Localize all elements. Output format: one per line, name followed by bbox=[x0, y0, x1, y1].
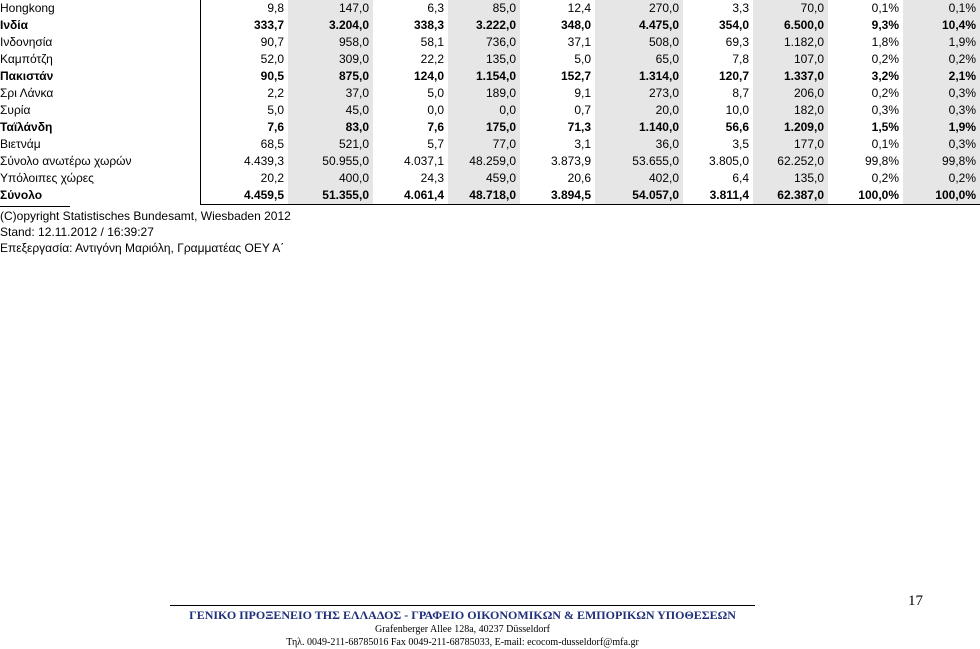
table-cell: 124,0 bbox=[413, 69, 444, 83]
table-cell: 177,0 bbox=[753, 136, 828, 153]
table-cell: 5,7 bbox=[427, 137, 444, 151]
table-cell: 1,9% bbox=[903, 34, 980, 51]
table-cell: 147,0 bbox=[288, 0, 373, 17]
table-cell: 958,0 bbox=[288, 34, 373, 51]
table-cell: 3.873,9 bbox=[550, 154, 591, 168]
table-cell: 3,3 bbox=[732, 1, 749, 15]
table-row bbox=[0, 34, 980, 51]
table-cell: 4.061,4 bbox=[373, 187, 448, 205]
table-cell: 100,0% bbox=[903, 187, 980, 205]
table-cell: 135,0 bbox=[448, 51, 520, 68]
table-cell: 0,1% bbox=[903, 0, 980, 17]
table-cell: 354,0 bbox=[718, 18, 749, 32]
table-cell: 875,0 bbox=[288, 68, 373, 85]
table-cell: 83,0 bbox=[288, 119, 373, 136]
row-label: Hongkong bbox=[0, 0, 200, 17]
table-row bbox=[0, 136, 980, 153]
table-cell: 100,0% bbox=[828, 187, 903, 205]
table-cell: 9,8 bbox=[267, 1, 284, 15]
page-footer bbox=[170, 607, 755, 649]
table-cell: 4.459,5 bbox=[200, 187, 288, 205]
table-cell: 7,6 bbox=[427, 120, 444, 134]
table-cell: 107,0 bbox=[753, 51, 828, 68]
table-row bbox=[0, 85, 980, 102]
table-cell: 51.355,0 bbox=[288, 187, 373, 205]
footer-organization: ΓΕΝΙΚΟ ΠΡΟΞΕΝΕΙΟ ΤΗΣ ΕΛΛΑΔΟΣ - ΓΡΑΦΕΙΟ ΟΙΚΟΝΟΜΙΚΩΝ & ΕΜΠΟΡΙΚΩΝ ΥΠΟΘΕΣΕΩΝ bbox=[189, 608, 736, 622]
table-cell: 521,0 bbox=[288, 136, 373, 153]
table-cell: 0,1% bbox=[871, 137, 899, 151]
table-cell: 135,0 bbox=[753, 170, 828, 187]
table-cell: 0,2% bbox=[871, 171, 899, 185]
page-number: 17 bbox=[908, 593, 923, 609]
table-cell: 4.475,0 bbox=[595, 17, 683, 34]
table-cell: 20,0 bbox=[595, 102, 683, 119]
table-cell: 5,0 bbox=[267, 103, 284, 117]
table-cell: 8,7 bbox=[732, 86, 749, 100]
table-cell: 0,3% bbox=[903, 85, 980, 102]
table-row bbox=[0, 68, 980, 85]
table-cell: 3,2% bbox=[871, 69, 899, 83]
table-row bbox=[0, 170, 980, 187]
table-cell: 69,3 bbox=[725, 35, 749, 49]
table-cell: 3.894,5 bbox=[520, 187, 595, 205]
table-cell: 270,0 bbox=[595, 0, 683, 17]
table-cell: 22,2 bbox=[420, 52, 444, 66]
table-cell: 1,9% bbox=[903, 119, 980, 136]
trade-table bbox=[0, 0, 980, 205]
table-cell: 0,1% bbox=[871, 1, 899, 15]
table-cell: 37,1 bbox=[567, 35, 591, 49]
table-cell: 56,6 bbox=[725, 120, 749, 134]
table-cell: 99,8% bbox=[864, 154, 899, 168]
row-label: Πακιστάν bbox=[0, 68, 200, 85]
table-cell: 5,0 bbox=[574, 52, 591, 66]
table-cell: 1.209,0 bbox=[753, 119, 828, 136]
footer-contact: Τηλ. 0049-211-68785016 Fax 0049-211-68785033, E-mail: ecocom-dusseldorf@mfa.gr bbox=[286, 637, 639, 648]
table-cell: 175,0 bbox=[448, 119, 520, 136]
table-body bbox=[0, 0, 980, 205]
table-cell: 3.811,4 bbox=[683, 187, 753, 205]
table-cell: 0,2% bbox=[871, 52, 899, 66]
row-label: Ινδονησία bbox=[0, 34, 200, 51]
table-cell: 90,5 bbox=[260, 69, 284, 83]
table-cell: 736,0 bbox=[448, 34, 520, 51]
table-cell: 273,0 bbox=[595, 85, 683, 102]
table-cell: 37,0 bbox=[288, 85, 373, 102]
row-label: Συρία bbox=[0, 102, 200, 119]
table-cell: 0,2% bbox=[903, 51, 980, 68]
processing-note: Επεξεργασία: Αντιγόνη Μαριόλη, Γραμματέας ΟΕΥ Α΄ bbox=[0, 241, 285, 255]
table-cell: 62.252,0 bbox=[753, 153, 828, 170]
table-cell: 12,4 bbox=[567, 1, 591, 15]
table-cell: 459,0 bbox=[448, 170, 520, 187]
table-cell: 0,2% bbox=[903, 170, 980, 187]
table-cell: 189,0 bbox=[448, 85, 520, 102]
row-label: Βιετνάμ bbox=[0, 136, 200, 153]
table-cell: 65,0 bbox=[595, 51, 683, 68]
table-cell: 3.204,0 bbox=[288, 17, 373, 34]
table-row bbox=[0, 187, 980, 205]
table-row bbox=[0, 17, 980, 34]
table-cell: 0,2% bbox=[871, 86, 899, 100]
table-cell: 3,1 bbox=[574, 137, 591, 151]
table-cell: 1,5% bbox=[871, 120, 899, 134]
table-cell: 0,3% bbox=[903, 136, 980, 153]
table-row bbox=[0, 119, 980, 136]
table-cell: 1.182,0 bbox=[753, 34, 828, 51]
table-cell: 0,3% bbox=[903, 102, 980, 119]
table-cell: 333,7 bbox=[253, 18, 284, 32]
table-cell: 50.955,0 bbox=[288, 153, 373, 170]
table-cell: 77,0 bbox=[448, 136, 520, 153]
table-cell: 90,7 bbox=[260, 35, 284, 49]
table-cell: 5,0 bbox=[427, 86, 444, 100]
table-cell: 71,3 bbox=[567, 120, 591, 134]
table-cell: 6,4 bbox=[732, 171, 749, 185]
table-cell: 58,1 bbox=[420, 35, 444, 49]
table-cell: 206,0 bbox=[753, 85, 828, 102]
table-cell: 1,8% bbox=[871, 35, 899, 49]
table-cell: 2,1% bbox=[903, 68, 980, 85]
table-cell: 45,0 bbox=[288, 102, 373, 119]
table-cell: 1.154,0 bbox=[448, 68, 520, 85]
row-label: Ταϊλάνδη bbox=[0, 119, 200, 136]
table-cell: 0,3% bbox=[871, 103, 899, 117]
table-cell: 36,0 bbox=[595, 136, 683, 153]
table-cell: 7,8 bbox=[732, 52, 749, 66]
table-cell: 7,6 bbox=[267, 120, 284, 134]
table-cell: 53.655,0 bbox=[595, 153, 683, 170]
copyright-note: (C)opyright Statistisches Bundesamt, Wiesbaden 2012 bbox=[0, 209, 291, 223]
table-cell: 85,0 bbox=[448, 0, 520, 17]
table-cell: 62.387,0 bbox=[753, 187, 828, 205]
table-cell: 182,0 bbox=[753, 102, 828, 119]
table-cell: 4.439,3 bbox=[243, 154, 284, 168]
table-cell: 9,1 bbox=[574, 86, 591, 100]
table-cell: 48.259,0 bbox=[448, 153, 520, 170]
table-cell: 338,3 bbox=[413, 18, 444, 32]
table-cell: 348,0 bbox=[560, 18, 591, 32]
notes-rule bbox=[0, 206, 70, 207]
row-label: Σρι Λάνκα bbox=[0, 85, 200, 102]
source-notes bbox=[0, 208, 291, 256]
row-label: Υπόλοιπες χώρες bbox=[0, 170, 200, 187]
table-cell: 9,3% bbox=[871, 18, 899, 32]
stand-note: Stand: 12.11.2012 / 16:39:27 bbox=[0, 225, 154, 239]
table-row bbox=[0, 153, 980, 170]
table-cell: 4.037,1 bbox=[403, 154, 444, 168]
table-cell: 0,0 bbox=[448, 102, 520, 119]
table-cell: 10,0 bbox=[725, 103, 749, 117]
table-cell: 20,2 bbox=[260, 171, 284, 185]
row-label: Σύνολο ανωτέρω χωρών bbox=[0, 153, 200, 170]
table-cell: 1.314,0 bbox=[595, 68, 683, 85]
table-cell: 68,5 bbox=[260, 137, 284, 151]
footer-rule bbox=[170, 605, 755, 606]
table-cell: 3,5 bbox=[732, 137, 749, 151]
table-cell: 70,0 bbox=[753, 0, 828, 17]
table-cell: 400,0 bbox=[288, 170, 373, 187]
table-cell: 3.805,0 bbox=[708, 154, 749, 168]
table-row bbox=[0, 0, 980, 17]
table-cell: 3.222,0 bbox=[448, 17, 520, 34]
table-cell: 309,0 bbox=[288, 51, 373, 68]
table-cell: 20,6 bbox=[567, 171, 591, 185]
table-cell: 508,0 bbox=[595, 34, 683, 51]
row-label: Σύνολο bbox=[0, 187, 200, 205]
table-cell: 99,8% bbox=[903, 153, 980, 170]
table-cell: 10,4% bbox=[903, 17, 980, 34]
table-cell: 2,2 bbox=[267, 86, 284, 100]
table-row bbox=[0, 51, 980, 68]
table-cell: 1.140,0 bbox=[595, 119, 683, 136]
table-cell: 0,0 bbox=[427, 103, 444, 117]
table-cell: 52,0 bbox=[260, 52, 284, 66]
table-row bbox=[0, 102, 980, 119]
table-cell: 6.500,0 bbox=[753, 17, 828, 34]
footer-address: Grafenberger Allee 128a, 40237 Düsseldorf bbox=[374, 624, 551, 635]
table-cell: 24,3 bbox=[420, 171, 444, 185]
table-cell: 0,7 bbox=[574, 103, 591, 117]
table-cell: 6,3 bbox=[427, 1, 444, 15]
table-cell: 54.057,0 bbox=[595, 187, 683, 205]
table-cell: 1.337,0 bbox=[753, 68, 828, 85]
row-label: Ινδία bbox=[0, 17, 200, 34]
row-label: Καμπότζη bbox=[0, 51, 200, 68]
table-cell: 402,0 bbox=[595, 170, 683, 187]
table-cell: 48.718,0 bbox=[448, 187, 520, 205]
table-cell: 152,7 bbox=[560, 69, 591, 83]
table-cell: 120,7 bbox=[718, 69, 749, 83]
